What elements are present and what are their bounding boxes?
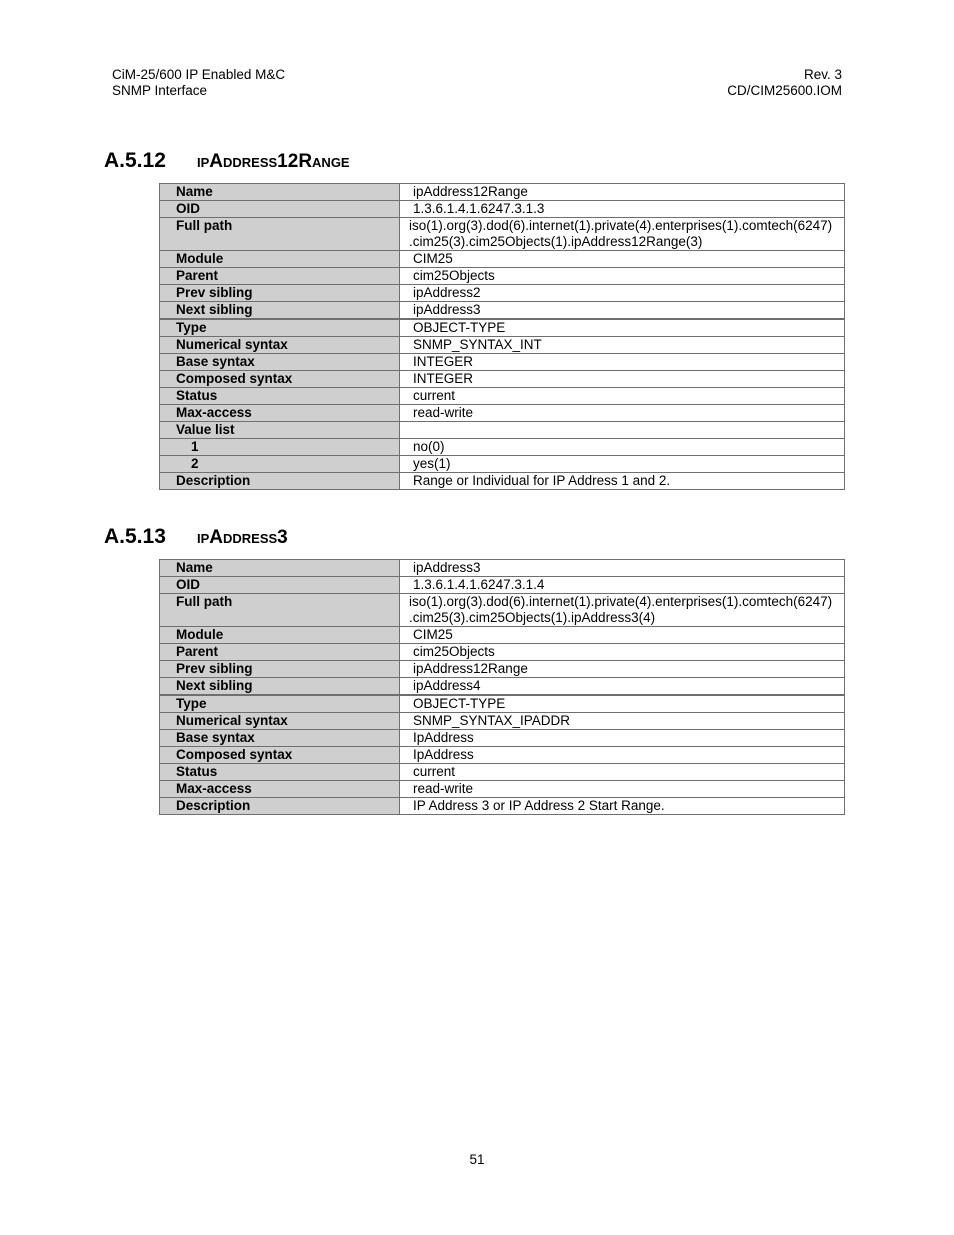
table-row [160, 201, 845, 218]
row-value: SNMP_SYNTAX_IPADDR [400, 713, 845, 730]
page-number: 51 [469, 1152, 485, 1167]
row-key: Value list [160, 422, 400, 439]
row-value: ipAddress4 [400, 678, 845, 696]
row-key: Max-access [160, 781, 400, 798]
table-row [160, 439, 845, 456]
mib-object-table [159, 559, 845, 815]
table-row [160, 354, 845, 371]
table-row [160, 644, 845, 661]
section-heading [104, 525, 288, 550]
row-value: IpAddress [400, 730, 845, 747]
row-value: cim25Objects [400, 644, 845, 661]
row-value: read-write [400, 781, 845, 798]
row-key: Parent [160, 268, 400, 285]
row-value: INTEGER [400, 371, 845, 388]
table-row [160, 560, 845, 577]
row-value: SNMP_SYNTAX_INT [400, 337, 845, 354]
page-header-left [112, 67, 285, 99]
row-key: Max-access [160, 405, 400, 422]
full-path-line-2: .cim25(3).cim25Objects(1).ipAddress3(4) [409, 610, 656, 625]
full-path-line-1: iso(1).org(3).dod(6).internet(1).private(4).enterprises(1).comtech(6247) [409, 594, 833, 609]
row-value: read-write [400, 405, 845, 422]
section-number: A.5.13 [104, 525, 166, 548]
table-row [160, 285, 845, 302]
header-subtitle: SNMP Interface [112, 83, 208, 98]
row-value: cim25Objects [400, 268, 845, 285]
row-key: Type [160, 319, 400, 337]
row-value: 1.3.6.1.4.1.6247.3.1.4 [400, 577, 845, 594]
row-value [400, 218, 845, 251]
row-key: Name [160, 560, 400, 577]
row-key: Type [160, 695, 400, 713]
table-row [160, 730, 845, 747]
full-path-line-2: .cim25(3).cim25Objects(1).ipAddress12Range(3) [409, 234, 703, 249]
page-header-right [727, 67, 842, 99]
row-key: Base syntax [160, 354, 400, 371]
table-row [160, 781, 845, 798]
row-value [400, 594, 845, 627]
row-key: Status [160, 388, 400, 405]
row-key: 2 [160, 456, 400, 473]
full-path-line-1: iso(1).org(3).dod(6).internet(1).private(4).enterprises(1).comtech(6247) [409, 218, 833, 233]
row-key: Module [160, 251, 400, 268]
section-heading [104, 149, 350, 174]
row-key: Prev sibling [160, 661, 400, 678]
row-value: ipAddress3 [400, 560, 845, 577]
section-name: ipAddress12Range [197, 151, 350, 172]
row-key: 1 [160, 439, 400, 456]
table-row [160, 661, 845, 678]
row-value: ipAddress12Range [400, 661, 845, 678]
table-row [160, 268, 845, 285]
header-doc-id: CD/CIM25600.IOM [727, 83, 842, 98]
row-key: Full path [160, 218, 400, 251]
row-value: ipAddress3 [400, 302, 845, 320]
row-key: Description [160, 473, 400, 490]
row-value: OBJECT-TYPE [400, 695, 845, 713]
header-product-title: CiM-25/600 IP Enabled M&C [112, 67, 286, 82]
section-name: ipAddress3 [197, 527, 288, 548]
table-row [160, 798, 845, 815]
table-row [160, 747, 845, 764]
row-key: Composed syntax [160, 747, 400, 764]
row-key: Full path [160, 594, 400, 627]
table-row [160, 251, 845, 268]
table-row [160, 337, 845, 354]
row-value: INTEGER [400, 354, 845, 371]
row-key: Description [160, 798, 400, 815]
table-row [160, 678, 845, 696]
row-value: 1.3.6.1.4.1.6247.3.1.3 [400, 201, 845, 218]
table-row [160, 302, 845, 320]
row-key: Numerical syntax [160, 337, 400, 354]
table-row [160, 764, 845, 781]
table-row [160, 577, 845, 594]
row-value: IP Address 3 or IP Address 2 Start Range. [400, 798, 845, 815]
table-row [160, 456, 845, 473]
row-key: Status [160, 764, 400, 781]
table-row [160, 713, 845, 730]
row-value: ipAddress12Range [400, 184, 845, 201]
row-key: OID [160, 201, 400, 218]
row-key: Module [160, 627, 400, 644]
table-row [160, 319, 845, 337]
row-value: CIM25 [400, 251, 845, 268]
row-value: OBJECT-TYPE [400, 319, 845, 337]
row-value: current [400, 388, 845, 405]
row-key: Composed syntax [160, 371, 400, 388]
row-value: no(0) [400, 439, 845, 456]
table-row [160, 218, 845, 251]
row-key: Name [160, 184, 400, 201]
section-number: A.5.12 [104, 149, 166, 172]
header-revision: Rev. 3 [803, 67, 842, 82]
row-value: IpAddress [400, 747, 845, 764]
table-row [160, 473, 845, 490]
row-key: Base syntax [160, 730, 400, 747]
row-key: Numerical syntax [160, 713, 400, 730]
row-value [400, 422, 845, 439]
row-value: yes(1) [400, 456, 845, 473]
table-row [160, 627, 845, 644]
table-row [160, 388, 845, 405]
table-row [160, 695, 845, 713]
table-row [160, 184, 845, 201]
table-row [160, 422, 845, 439]
row-key: Parent [160, 644, 400, 661]
row-value: ipAddress2 [400, 285, 845, 302]
row-value: Range or Individual for IP Address 1 and 2. [400, 473, 845, 490]
row-key: Next sibling [160, 302, 400, 320]
row-key: Next sibling [160, 678, 400, 696]
row-value: current [400, 764, 845, 781]
row-key: Prev sibling [160, 285, 400, 302]
table-row [160, 594, 845, 627]
table-row [160, 405, 845, 422]
row-key: OID [160, 577, 400, 594]
table-row [160, 371, 845, 388]
row-value: CIM25 [400, 627, 845, 644]
mib-object-table [159, 183, 845, 490]
